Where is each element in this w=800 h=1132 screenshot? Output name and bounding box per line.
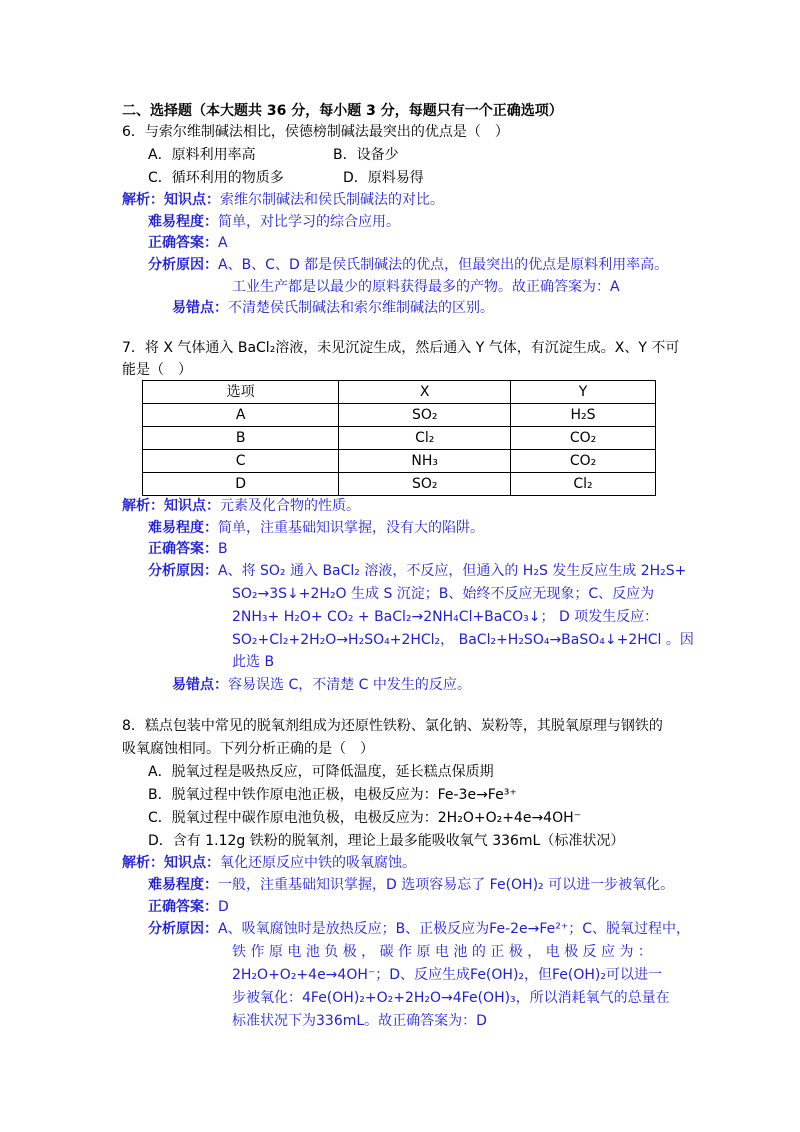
q7-options-table <box>142 380 656 496</box>
q8-answer: D <box>218 899 229 915</box>
table-header-cell: 选项 <box>143 381 339 404</box>
reason-label: 分析原因： <box>148 921 218 937</box>
q8-reason-line-4: 步被氧化：4Fe(OH)₂+O₂+2H₂O→4Fe(OH)₃，所以消耗氧气的总量在 <box>232 990 670 1006</box>
table-cell: H₂S <box>511 404 656 427</box>
table-header-row <box>143 381 656 404</box>
q8-reason-line-2: 铁 作 原 电 池 负 极 ， 碳 作 原 电 池 的 正 极 ， 电 极 反 应 为 ： <box>232 944 652 960</box>
q8-stem-line-2: 吸氧腐蚀相同。下列分析正确的是（ ） <box>122 741 374 757</box>
q7-reason-line-5: 此选 B <box>232 654 275 670</box>
q6-answer: A <box>218 235 228 251</box>
q6-option-d: D．原料易得 <box>343 170 424 186</box>
table-cell: NH₃ <box>339 450 511 473</box>
q6-reason-row <box>148 255 668 275</box>
q7-answer-row <box>148 539 228 559</box>
q6-answer-row <box>148 233 228 253</box>
q8-option-d: D．含有 1.12g 铁粉的脱氧剂，理论上最多能吸收氧气 336mL（标准状况） <box>148 833 625 849</box>
q8-reason-line-3: 2H₂O+O₂+4e→4OH⁻；D、反应生成Fe(OH)₂，但Fe(OH)₂可以进一 <box>232 967 663 983</box>
q6-option-c: C．循环利用的物质多 <box>148 170 284 186</box>
q6-knowledge: 索维尔制碱法和侯氏制碱法的对比。 <box>220 192 444 208</box>
q7-reason-line-4: SO₂+Cl₂+2H₂O→H₂SO₄+2HCl₂， BaCl₂+H₂SO₄→BaSO₄↓+2HCl 。因 <box>232 632 694 648</box>
q7-knowledge: 元素及化合物的性质。 <box>220 498 360 514</box>
knowledge-label: 知识点： <box>164 192 220 208</box>
table-cell: CO₂ <box>511 450 656 473</box>
difficulty-label: 难易程度： <box>148 214 218 230</box>
q8-answer-row <box>148 897 229 917</box>
q6-option-b: B．设备少 <box>333 147 399 163</box>
q7-difficulty: 简单，注重基础知识掌握，没有大的陷阱。 <box>218 520 484 536</box>
q7-stem-line-1: 7．将 X 气体通入 BaCl₂溶液，未见沉淀生成，然后通入 Y 气体，有沉淀生成。X、Y 不可 <box>122 340 680 356</box>
table-cell: Cl₂ <box>339 427 511 450</box>
q8-reason-row <box>148 919 690 939</box>
q8-option-c: C．脱氧过程中碳作原电池负极，电极反应为：2H₂O+O₂+4e→4OH⁻ <box>148 810 582 826</box>
analysis-label: 解析： <box>122 498 164 514</box>
answer-label: 正确答案： <box>148 899 218 915</box>
q8-stem-line-1: 8．糕点包装中常见的脱氧剂组成为还原性铁粉、氯化钠、炭粉等，其脱氧原理与钢铁的 <box>122 718 663 734</box>
table-cell: C <box>143 450 339 473</box>
q8-knowledge-row <box>122 853 416 873</box>
q8-reason-line-1: A、吸氧腐蚀时是放热反应；B、正极反应为Fe-2e→Fe²⁺；C、脱氧过程中， <box>218 921 691 937</box>
q7-reason-line-1: A、将 SO₂ 通入 BaCl₂ 溶液，不反应，但通入的 H₂S 发生反应生成 2H₂S+ <box>218 563 687 579</box>
table-cell: Cl₂ <box>511 473 656 496</box>
q7-reason-row <box>148 561 686 581</box>
difficulty-label: 难易程度： <box>148 877 218 893</box>
q8-option-a: A．脱氧过程是吸热反应，可降低温度，延长糕点保质期 <box>148 764 494 780</box>
analysis-label: 解析： <box>122 192 164 208</box>
table-row <box>143 404 656 427</box>
table-cell: SO₂ <box>339 473 511 496</box>
q7-reason-line-2: SO₂→3S↓+2H₂O 生成 S 沉淀；B、始终不反应无现象；C、反应为 <box>232 586 655 602</box>
q6-stem: 6．与索尔维制碱法相比，侯德榜制碱法最突出的优点是（ ） <box>122 124 509 140</box>
table-cell: D <box>143 473 339 496</box>
table-row <box>143 450 656 473</box>
mistake-label: 易错点： <box>172 300 228 316</box>
knowledge-label: 知识点： <box>164 498 220 514</box>
q8-reason-line-5: 标准状况下为336mL。故正确答案为：D <box>232 1013 487 1029</box>
q6-option-a: A．原料利用率高 <box>148 147 256 163</box>
table-row <box>143 427 656 450</box>
reason-label: 分析原因： <box>148 257 218 273</box>
table-header-cell: X <box>339 381 511 404</box>
answer-label: 正确答案： <box>148 235 218 251</box>
q7-answer: B <box>218 541 228 557</box>
q7-mistake-row <box>172 675 471 695</box>
q6-knowledge-row <box>122 190 444 210</box>
q6-mistake: 不清楚侯氏制碱法和索尔维制碱法的区别。 <box>228 300 494 316</box>
q6-difficulty-row <box>148 212 400 232</box>
analysis-label: 解析： <box>122 855 164 871</box>
q6-reason-line-1: A、B、C、D 都是侯氏制碱法的优点，但最突出的优点是原料利用率高。 <box>218 257 669 273</box>
section-heading: 二、选择题（本大题共 36 分，每小题 3 分，每题只有一个正确选项） <box>122 103 563 119</box>
table-cell: CO₂ <box>511 427 656 450</box>
q6-mistake-row <box>172 298 494 318</box>
q8-option-b: B．脱氧过程中铁作原电池正极，电极反应为：Fe-3e→Fe³⁺ <box>148 787 517 803</box>
q7-stem-line-2: 能是（ ） <box>122 362 192 378</box>
q8-difficulty: 一般，注重基础知识掌握，D 选项容易忘了 Fe(OH)₂ 可以进一步被氧化。 <box>218 877 675 893</box>
table-cell: SO₂ <box>339 404 511 427</box>
q7-knowledge-row <box>122 496 360 516</box>
q7-mistake: 容易误选 C，不清楚 C 中发生的反应。 <box>228 677 471 693</box>
q7-reason-line-3: 2NH₃+ H₂O+ CO₂ + BaCl₂→2NH₄Cl+BaCO₃↓； D 项发生反应： <box>232 609 659 625</box>
difficulty-label: 难易程度： <box>148 520 218 536</box>
q6-reason-line-2: 工业生产都是以最少的原料获得最多的产物。故正确答案为：A <box>232 279 620 295</box>
q6-difficulty: 简单，对比学习的综合应用。 <box>218 214 400 230</box>
q8-difficulty-row <box>148 875 674 895</box>
mistake-label: 易错点： <box>172 677 228 693</box>
table-cell: B <box>143 427 339 450</box>
q7-difficulty-row <box>148 518 484 538</box>
table-cell: A <box>143 404 339 427</box>
q8-knowledge: 氧化还原反应中铁的吸氧腐蚀。 <box>220 855 416 871</box>
table-row <box>143 473 656 496</box>
table-header-cell: Y <box>511 381 656 404</box>
reason-label: 分析原因： <box>148 563 218 579</box>
knowledge-label: 知识点： <box>164 855 220 871</box>
answer-label: 正确答案： <box>148 541 218 557</box>
